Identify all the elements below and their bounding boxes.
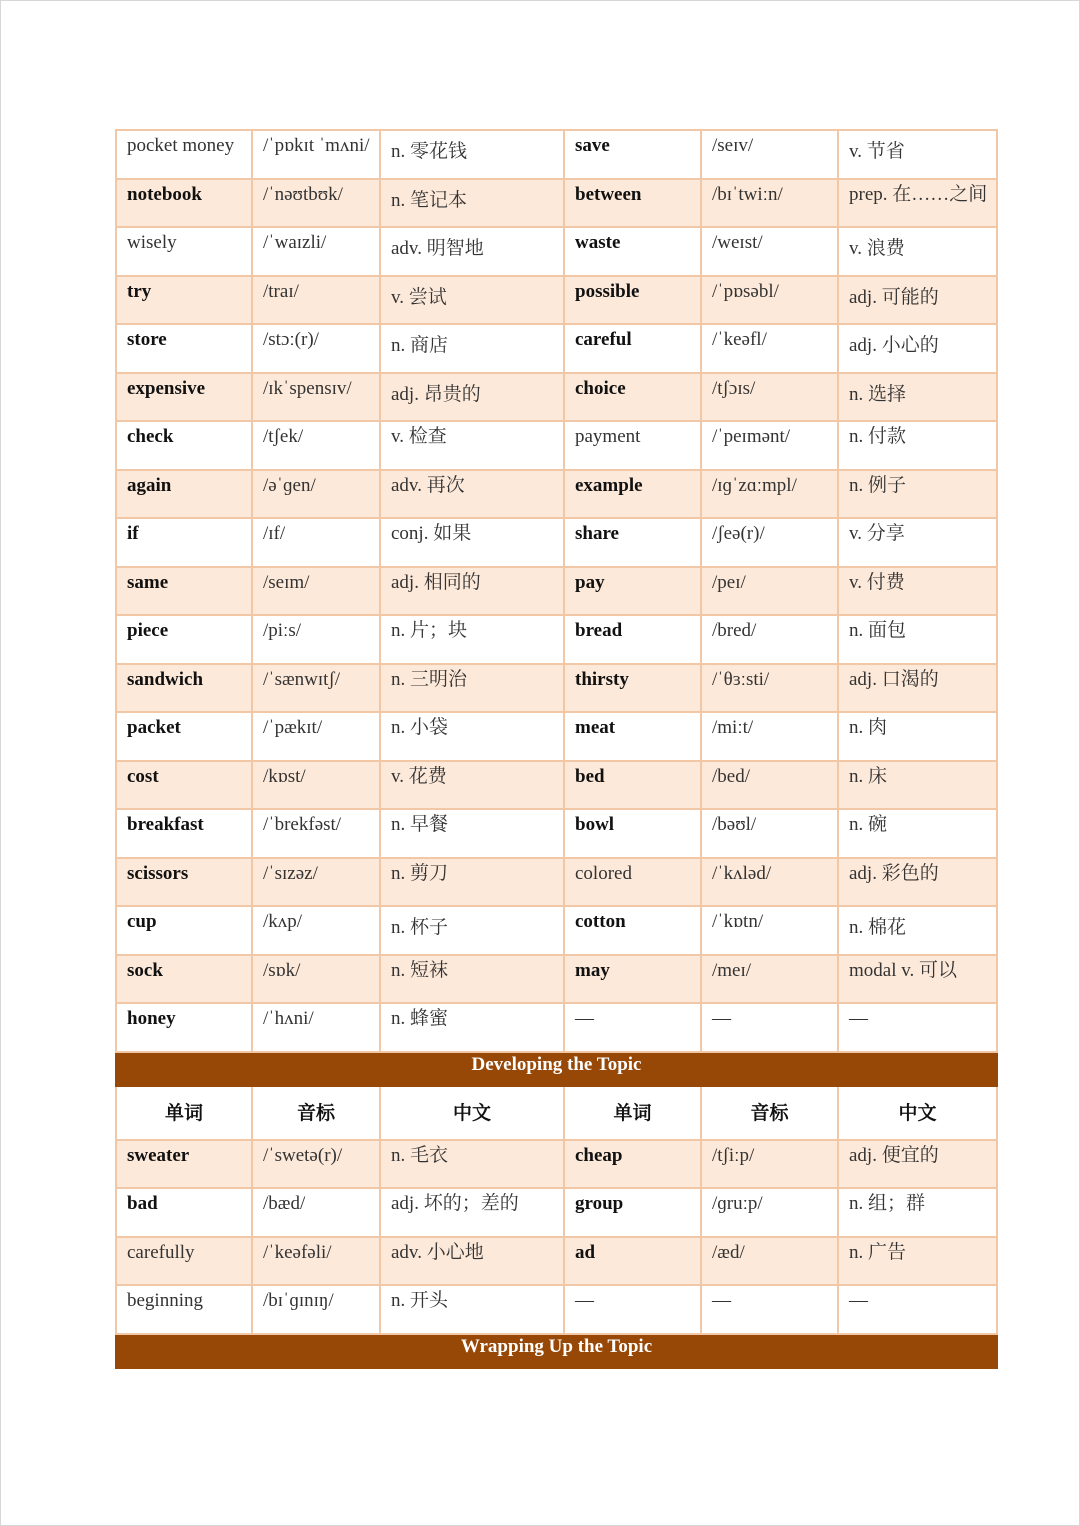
vocabulary-rows-top [116, 130, 997, 1052]
meaning-cell-right: modal v. 可以 [838, 955, 997, 1004]
word-cell-left: notebook [116, 179, 252, 228]
meaning-cell-left: n. 零花钱 [380, 130, 564, 179]
phonetic-cell-right: — [701, 1285, 838, 1334]
meaning-cell-right: n. 面包 [838, 615, 997, 664]
meaning-cell-left: v. 检查 [380, 421, 564, 470]
phonetic-cell-left: /seɪm/ [252, 567, 380, 616]
phonetic-cell-left: /ˈsænwɪtʃ/ [252, 664, 380, 713]
table-row [116, 1140, 997, 1189]
meaning-cell-right: n. 肉 [838, 712, 997, 761]
meaning-cell-left: conj. 如果 [380, 518, 564, 567]
table-row [116, 567, 997, 616]
header-word-1: 单词 [116, 1086, 252, 1140]
meaning-cell-left: n. 早餐 [380, 809, 564, 858]
table-row [116, 227, 997, 276]
phonetic-cell-right: /weɪst/ [701, 227, 838, 276]
phonetic-cell-right: /ɪɡˈzɑːmpl/ [701, 470, 838, 519]
word-cell-right: — [564, 1285, 701, 1334]
phonetic-cell-right: /bed/ [701, 761, 838, 810]
meaning-cell-right: n. 广告 [838, 1237, 997, 1286]
meaning-cell-right: n. 例子 [838, 470, 997, 519]
meaning-cell-right: adj. 小心的 [838, 324, 997, 373]
table-row [116, 373, 997, 422]
meaning-cell-right: n. 棉花 [838, 906, 997, 955]
table-row [116, 809, 997, 858]
word-cell-right: example [564, 470, 701, 519]
table-row [116, 712, 997, 761]
phonetic-cell-right: /ˈkʌləd/ [701, 858, 838, 907]
word-cell-left: sandwich [116, 664, 252, 713]
meaning-cell-right: adj. 便宜的 [838, 1140, 997, 1189]
word-cell-left: same [116, 567, 252, 616]
phonetic-cell-right: /ʃeə(r)/ [701, 518, 838, 567]
word-cell-right: cheap [564, 1140, 701, 1189]
meaning-cell-right: n. 选择 [838, 373, 997, 422]
meaning-cell-left: n. 剪刀 [380, 858, 564, 907]
word-cell-left: piece [116, 615, 252, 664]
word-cell-left: sweater [116, 1140, 252, 1189]
section-title-wrapping: Wrapping Up the Topic [116, 1334, 997, 1368]
meaning-cell-left: n. 杯子 [380, 906, 564, 955]
header-chinese-1: 中文 [380, 1086, 564, 1140]
phonetic-cell-right: /ˈkɒtn/ [701, 906, 838, 955]
phonetic-cell-left: /kʌp/ [252, 906, 380, 955]
phonetic-cell-right: /æd/ [701, 1237, 838, 1286]
meaning-cell-left: v. 花费 [380, 761, 564, 810]
section-title-developing: Developing the Topic [116, 1052, 997, 1086]
meaning-cell-left: n. 三明治 [380, 664, 564, 713]
phonetic-cell-right: /meɪ/ [701, 955, 838, 1004]
phonetic-cell-left: /ˈwaɪzli/ [252, 227, 380, 276]
word-cell-left: scissors [116, 858, 252, 907]
table-row [116, 276, 997, 325]
phonetic-cell-left: /ˈpɒkɪt ˈmʌni/ [252, 130, 380, 179]
phonetic-cell-right: /bɪˈtwiːn/ [701, 179, 838, 228]
meaning-cell-left: adv. 再次 [380, 470, 564, 519]
word-cell-left: cup [116, 906, 252, 955]
phonetic-cell-right: /bəʊl/ [701, 809, 838, 858]
vocabulary-rows-bottom [116, 1140, 997, 1334]
meaning-cell-right: v. 浪费 [838, 227, 997, 276]
word-cell-left: again [116, 470, 252, 519]
phonetic-cell-left: /ˈhʌni/ [252, 1003, 380, 1052]
phonetic-cell-right: /ˈθɜːsti/ [701, 664, 838, 713]
word-cell-left: check [116, 421, 252, 470]
word-cell-right: group [564, 1188, 701, 1237]
word-cell-left: wisely [116, 227, 252, 276]
phonetic-cell-right: /peɪ/ [701, 567, 838, 616]
meaning-cell-right: n. 床 [838, 761, 997, 810]
meaning-cell-right: prep. 在……之间 [838, 179, 997, 228]
word-cell-right: payment [564, 421, 701, 470]
header-phonetic-1: 音标 [252, 1086, 380, 1140]
phonetic-cell-left: /ˈsɪzəz/ [252, 858, 380, 907]
word-cell-left: try [116, 276, 252, 325]
word-cell-right: thirsty [564, 664, 701, 713]
word-cell-right: between [564, 179, 701, 228]
word-cell-right: bed [564, 761, 701, 810]
phonetic-cell-right: /ɡruːp/ [701, 1188, 838, 1237]
phonetic-cell-right: /ˈkeəfl/ [701, 324, 838, 373]
meaning-cell-right: adj. 可能的 [838, 276, 997, 325]
word-cell-right: share [564, 518, 701, 567]
meaning-cell-left: n. 短袜 [380, 955, 564, 1004]
table-row [116, 615, 997, 664]
meaning-cell-right: n. 付款 [838, 421, 997, 470]
table-row [116, 664, 997, 713]
meaning-cell-left: n. 蜂蜜 [380, 1003, 564, 1052]
meaning-cell-right: n. 组；群 [838, 1188, 997, 1237]
word-cell-right: possible [564, 276, 701, 325]
word-cell-right: bread [564, 615, 701, 664]
meaning-cell-left: adj. 昂贵的 [380, 373, 564, 422]
meaning-cell-left: n. 小袋 [380, 712, 564, 761]
word-cell-right: cotton [564, 906, 701, 955]
phonetic-cell-left: /bæd/ [252, 1188, 380, 1237]
word-cell-right: bowl [564, 809, 701, 858]
meaning-cell-left: n. 开头 [380, 1285, 564, 1334]
meaning-cell-right: — [838, 1003, 997, 1052]
section-developing [116, 1052, 997, 1140]
word-cell-right: may [564, 955, 701, 1004]
word-cell-left: expensive [116, 373, 252, 422]
table-row [116, 761, 997, 810]
table-row [116, 858, 997, 907]
meaning-cell-right: adj. 彩色的 [838, 858, 997, 907]
word-cell-left: bad [116, 1188, 252, 1237]
table-row [116, 324, 997, 373]
phonetic-cell-left: /sɒk/ [252, 955, 380, 1004]
phonetic-cell-right: /seɪv/ [701, 130, 838, 179]
table-row [116, 1237, 997, 1286]
phonetic-cell-left: /ˈbrekfəst/ [252, 809, 380, 858]
word-cell-left: store [116, 324, 252, 373]
meaning-cell-right: v. 节省 [838, 130, 997, 179]
meaning-cell-left: n. 笔记本 [380, 179, 564, 228]
phonetic-cell-left: /ˈpækɪt/ [252, 712, 380, 761]
word-cell-left: pocket money [116, 130, 252, 179]
meaning-cell-right: adj. 口渴的 [838, 664, 997, 713]
word-cell-left: sock [116, 955, 252, 1004]
table-row [116, 421, 997, 470]
word-cell-right: meat [564, 712, 701, 761]
word-cell-right: save [564, 130, 701, 179]
meaning-cell-left: adv. 小心地 [380, 1237, 564, 1286]
phonetic-cell-left: /əˈɡen/ [252, 470, 380, 519]
word-cell-left: honey [116, 1003, 252, 1052]
meaning-cell-right: v. 分享 [838, 518, 997, 567]
phonetic-cell-left: /kɒst/ [252, 761, 380, 810]
phonetic-cell-right: /ˈpɒsəbl/ [701, 276, 838, 325]
phonetic-cell-left: /tʃek/ [252, 421, 380, 470]
word-cell-left: carefully [116, 1237, 252, 1286]
phonetic-cell-left: /piːs/ [252, 615, 380, 664]
phonetic-cell-right: — [701, 1003, 838, 1052]
phonetic-cell-right: /ˈpeɪmənt/ [701, 421, 838, 470]
phonetic-cell-right: /tʃɔɪs/ [701, 373, 838, 422]
word-cell-left: packet [116, 712, 252, 761]
phonetic-cell-left: /ɪf/ [252, 518, 380, 567]
word-cell-right: — [564, 1003, 701, 1052]
vocabulary-table [115, 129, 998, 1369]
meaning-cell-left: adj. 相同的 [380, 567, 564, 616]
meaning-cell-left: n. 毛衣 [380, 1140, 564, 1189]
phonetic-cell-left: /traɪ/ [252, 276, 380, 325]
phonetic-cell-right: /miːt/ [701, 712, 838, 761]
meaning-cell-left: v. 尝试 [380, 276, 564, 325]
table-row [116, 906, 997, 955]
word-cell-left: beginning [116, 1285, 252, 1334]
header-phonetic-2: 音标 [701, 1086, 838, 1140]
word-cell-left: if [116, 518, 252, 567]
phonetic-cell-left: /ˈswetə(r)/ [252, 1140, 380, 1189]
meaning-cell-right: v. 付费 [838, 567, 997, 616]
table-row [116, 470, 997, 519]
phonetic-cell-left: /ˈnəʊtbʊk/ [252, 179, 380, 228]
meaning-cell-left: adv. 明智地 [380, 227, 564, 276]
phonetic-cell-left: /stɔː(r)/ [252, 324, 380, 373]
phonetic-cell-right: /tʃiːp/ [701, 1140, 838, 1189]
word-cell-right: ad [564, 1237, 701, 1286]
table-row [116, 130, 997, 179]
word-cell-left: cost [116, 761, 252, 810]
phonetic-cell-left: /bɪˈɡɪnɪŋ/ [252, 1285, 380, 1334]
table-row [116, 1188, 997, 1237]
header-chinese-2: 中文 [838, 1086, 997, 1140]
table-row [116, 955, 997, 1004]
table-row [116, 1285, 997, 1334]
table-row [116, 179, 997, 228]
meaning-cell-left: n. 片；块 [380, 615, 564, 664]
phonetic-cell-left: /ɪkˈspensɪv/ [252, 373, 380, 422]
phonetic-cell-right: /bred/ [701, 615, 838, 664]
word-cell-right: careful [564, 324, 701, 373]
header-word-2: 单词 [564, 1086, 701, 1140]
meaning-cell-left: n. 商店 [380, 324, 564, 373]
meaning-cell-right: — [838, 1285, 997, 1334]
table-row [116, 518, 997, 567]
column-header-row [116, 1086, 997, 1140]
word-cell-left: breakfast [116, 809, 252, 858]
word-cell-right: colored [564, 858, 701, 907]
phonetic-cell-left: /ˈkeəfəli/ [252, 1237, 380, 1286]
meaning-cell-left: adj. 坏的；差的 [380, 1188, 564, 1237]
word-cell-right: waste [564, 227, 701, 276]
word-cell-right: choice [564, 373, 701, 422]
section-wrapping [116, 1334, 997, 1368]
word-cell-right: pay [564, 567, 701, 616]
table-row [116, 1003, 997, 1052]
meaning-cell-right: n. 碗 [838, 809, 997, 858]
